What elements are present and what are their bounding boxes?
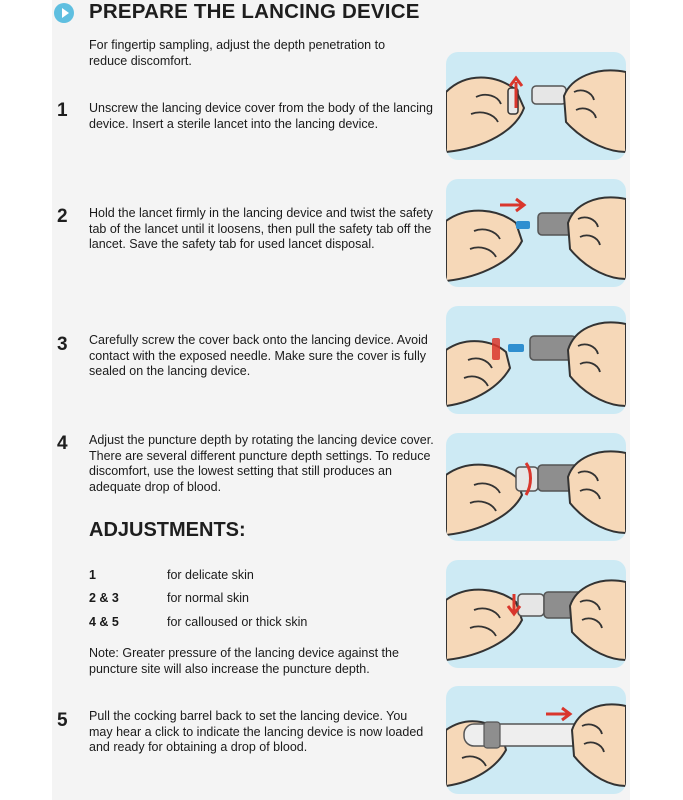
intro-text: For fingertip sampling, adjust the depth penetration to reduce discomfort. <box>89 38 386 68</box>
illustration-step-4b <box>446 560 626 668</box>
adjustments-title: ADJUSTMENTS: <box>89 519 246 541</box>
step-text-1: Unscrew the lancing device cover from the body of the lancing device. Insert a sterile lancet into the lancing device. <box>89 101 433 131</box>
step-number-3: 3 <box>57 334 68 355</box>
adjustment-setting-1: 1 <box>89 568 96 582</box>
step-number-4: 4 <box>57 433 68 454</box>
page-title: PREPARE THE LANCING DEVICE <box>89 0 420 23</box>
step-number-5: 5 <box>57 710 68 731</box>
step-text-5: Pull the cocking barrel back to set the lancing device. You may hear a click to indicate the lancing device is now loaded and ready for obtaining a drop of blood. <box>89 709 424 754</box>
step-number-2: 2 <box>57 206 68 227</box>
adjustment-description-3: for calloused or thick skin <box>167 615 308 629</box>
illustration-step-4 <box>446 433 626 541</box>
step-number-1: 1 <box>57 100 68 121</box>
illustration-step-2 <box>446 179 626 287</box>
play-icon[interactable] <box>54 3 74 23</box>
adjustment-description-2: for normal skin <box>167 591 249 605</box>
illustration-step-1 <box>446 52 626 160</box>
illustration-step-3 <box>446 306 626 414</box>
step-text-4: Adjust the puncture depth by rotating the lancing device cover. There are several different puncture depth settings. To reduce discomfort, use the lowest setting that still produces an adequate drop of blood. <box>89 433 434 494</box>
adjustment-description-1: for delicate skin <box>167 568 254 582</box>
step-text-3: Carefully screw the cover back onto the lancing device. Avoid contact with the exposed needle. Make sure the cover is fully sealed on the lancing device. <box>89 333 428 378</box>
adjustment-setting-2: 2 & 3 <box>89 591 119 605</box>
illustration-step-5 <box>446 686 626 794</box>
adjustment-setting-3: 4 & 5 <box>89 615 119 629</box>
adjustment-note: Note: Greater pressure of the lancing device against the puncture site will also increase the puncture depth. <box>89 646 399 676</box>
step-text-2: Hold the lancet firmly in the lancing device and twist the safety tab of the lancet until it loosens, then pull the safety tab off the lancet. Save the safety tab for used lancet disposal. <box>89 206 433 251</box>
